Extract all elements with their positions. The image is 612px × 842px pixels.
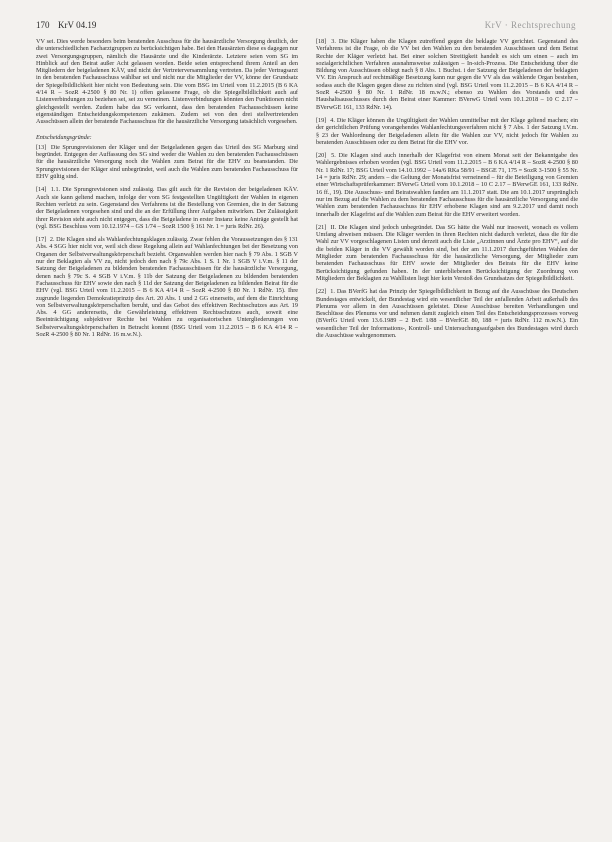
paragraph-text: 1.1. Die Sprungrevisionen sind zulässig. Das gilt auch für die Revision der beigeladenen KÄV. Auch sie kann geltend machen, infolge der vom SG festgestellten Ungültigkeit der Wahlen in eigenen Rechten verletzt zu sein. Gegenstand des Verfahrens ist die Bestellung von Gremien, die in der Satzung der Beigeladenen vorgesehen sind und die an der Erfüllung ihrer Aufgaben mitwirken. Der Zulässigkeit ihrer Revision steht auch nicht entgegen, dass die Beigeladene in erster Instanz keine Anträge gestellt hat (vgl. BSG Beschluss vom 10.12.1974 – GS 1/74 – SozR 1500 § 161 Nr. 1 = juris RdNr. 26). <box>36 186 298 230</box>
paragraph-text: 5. Die Klagen sind auch innerhalb der Klagefrist von einem Monat seit der Bekanntgabe des Wahlergebnisses erhoben worden (vgl. BSG Urteil vom 11.2.2015 – B 6 KA 4/14 R – SozR 4-2500 § 80 Nr. 1 RdNr. 17; BSG Urteil vom 14.10.1992 – 14a/6 RKa 58/91 – BSGE 71, 175 = SozR 3-1500 § 55 Nr. 14 = juris RdNr. 29; anders – die Geltung der Monatsfrist verneinend – für die Beteiligung von Gremien einer Wirtschaftsprüferkammer: BVerwG Urteil vom 10.1.2018 – 10 C 2.17 – BVerwGE 161, 133 RdNr. 16 ff., 19). Die Ausschuss- und Beiratswahlen fanden am 11.1.2017 statt. Die am 10.1.2017 ursprünglich nur im Bezug auf die Wahlen zu dem beratenden Fachausschuss für die hausärztliche Versorgung und die Wahlen zum beratenden Fachausschuss für EHV erhobene Klagen sind am 9.2.2017 und damit noch innerhalb der Klagefrist auf die Wahlen zum Beirat für die EHV erweitert worden. <box>316 152 578 218</box>
paragraph-number: [14] <box>36 186 47 194</box>
paragraph-number: [20] <box>316 152 327 160</box>
section-heading: Entscheidungsgründe: <box>36 133 92 141</box>
paragraph-text: Die Sprungrevisionen der Kläger und der Beigeladenen gegen das Urteil des SG Marburg sind begründet. Entgegen der Auffassung des SG sind weder die Wahlen zu den beratenden Fachausschüssen für die hausärztliche Versorgung noch die Wahlen zum Beirat für die EHV zu beanstanden. Die Sprungrevisionen der Kläger sind unbegründet, weil auch die Wahlen zum beratenden Fachausschuss für EHV gültig sind. <box>36 143 298 181</box>
page-number: 170 <box>36 20 50 30</box>
right-column <box>316 38 578 802</box>
left-column <box>36 38 298 802</box>
journal-reference: KrV 04.19 <box>58 20 97 30</box>
paragraph-number: [13] <box>36 143 47 151</box>
paragraph-text: II. Die Klagen sind jedoch unbegründet. Das SG hätte die Wahl nur insoweit, wonach es vollem Umfang abweisen müssen. Die Kläger werden in ihren Rechten nicht dadurch verletzt, dass die für die Wahl zur VV vorgeschlagenen Listen und derzeit auch die Liste „Arztinnen und Ärzte pro EHV“, auf die die beiden Kläger in die VV gewählt worden sind, bei der am 11.1.2017 durchgeführten Wahlen der Mitglieder zum beratenden Fachausschuss für die hausärztliche Versorgung, der Mitglieder zum beratenden Fachausschuss für EHV sowie der Mitglieder des Beirats für die EHV keine Berücksichtigung gefunden haben. In der unterbliebenen Berücksichtigung der Zuordnung von Mitgliedern der Beklagten zu Wahllisten liegt hier kein Verstoß des Grundsatzes der Spiegelbildlichkeit. <box>316 223 578 282</box>
paragraph-text: 1. Das BVerfG hat das Prinzip der Spiegelbildlichkeit in Bezug auf die Ausschüsse des Deutschen Bundestages entwickelt, der Bundestag wird ein wesentlicher Teil der anfallenden Arbeit außerhalb des Plenums vor allem in den Ausschüssen geleistet. Diese Ausschüsse bereiten Verhandlungen und Beschlüsse des Plenums vor und nehmen damit zugleich einen Teil des Entscheidungsprozesses vorweg (BVerfG Urteil vom 13.6.1989 – 2 BvE 1/88 – BVerfGE 80, 188 = juris RdNr. 112 m.w.N.). Ein wesentlicher Teil der Informations-, Kontroll- und Untersuchungsaufgaben des Bundestages wird durch die Ausschüsse wahrgenommen. <box>316 288 578 339</box>
paragraph-20 <box>316 152 578 218</box>
paragraph-text: 4. Die Kläger können die Ungültigkeit der Wahlen unmittelbar mit der Klage geltend machen; ein der gerichtlichen Prüfung vorangehendes Wahlanfechtungsverfahren nicht § 7 Abs. 1 der Satzung i.V.m. § 23 der Wahlordnung der Beigeladenen allein für die Wahlen zur VV, nicht jedoch für Wahlen zu beratenden Ausschüssen oder zu dem Beirat für die EHV vor. <box>316 116 578 146</box>
paragraph-19 <box>316 117 578 146</box>
running-header: KrV · Rechtsprechung <box>484 20 576 30</box>
paragraph-number: [18] <box>316 38 327 45</box>
paragraph-number: [22] <box>316 288 327 296</box>
paragraph-text: 2. Die Klagen sind als Wahlanfechtungsklagen zulässig. Zwar fehlen die Voraussetzungen des § 131 Abs. 4 SGG hier nicht vor, weil sich diese Regelung allein auf Wahlanfechtungen bei der Besetzung von Organen der Selbstverwaltungskörperschaft bezieht. Organwahlen werden hier nach § 79 Abs. 1 SGB V nur der Beklagten als VV zu, nicht jedoch den nach § 79c Abs. 1 S. 1 Nr. 1 SGB V i.V.m. § 11 der Satzung der Beigeladenen zu bildenden beratenden Fachausschüssen für die hausärztliche Versorgung, denen nach § 79c S. 4 SGB V i.V.m. § 11b der Satzung der Beigeladenen zu bildenden beratenden Fachausschuss für EHV sowie den nach § 11d der Satzung der Beigeladenen zu bildenden Beirat für die EHV (vgl. BSG Urteil vom 11.2.2015 – B 6 KA 4/14 R – SozR 4-2500 § 80 Nr. 1 RdNr. 15). Ihre zugrunde liegenden Demokratieprinzip des Art. 20 Abs. 1 und 2 GG einerseits, auf dem die Einrichtung von Selbstverwaltungskörperschaften beruht, und das Gebot des effektiven Rechtsschutzes aus Art. 19 Abs. 4 GG andererseits, die Gewährleistung effektiven Rechtsschutzes auch, soweit eine Beeinträchtigung subjektiver Rechte bei Wahlen zu organisatorischen Untergliederungen von Selbstverwaltungskörperschaften in Betracht kommt (BSG Urteil vom 11.2.2015 – B 6 KA 4/14 R – SozR 4-2500 § 80 Nr. 1 RdNr. 16 m.w.N.). <box>36 236 298 338</box>
paragraph-22 <box>316 288 578 339</box>
paragraph-number: [21] <box>316 223 327 231</box>
paragraph-18 <box>316 38 578 111</box>
paragraph-text: 3. Die Kläger haben die Klagen zutreffend gegen die beklagte VV gerichtet. Gegenstand des Verfahrens ist die Frage, ob die VV bei den Wahlen zu den beratenden Ausschüssen und dem Beirat Rechte der Kläger verletzt hat. Bei einer solchen Streitigkeit handelt es sich um einen – auch im sozialgerichtlichen Verfahren ausnahmsweise zulässigen – In-sich-Prozess. Die Entscheidung über die Bildung von Ausschüssen obliegt nach § 8 Abs. 1 Buchst. i der Satzung der Beigeladenen der beklagten VV. Ein Anspruch auf rechtmäßige Besetzung kann nur gegen die VV als das wählende Organ bestehen, sodass auch die Klagen gegen diese zu richten sind (vgl. BSG Urteil vom 11.2.2015 – B 6 KA 4/14 R – SozR 4-2500 § 80 Nr. 1 RdNr. 18 m.w.N.; ebenso zu Wahlen des Vorstands und des Haushaltsausschusses durch den Beirat einer Kammer: BVerwG Urteil vom 10.1.2018 – 10 C 2.17 – BVerwGE 161, 133 RdNr. 14). <box>316 38 578 111</box>
paragraph-number: [19] <box>316 116 327 124</box>
paragraph-13 <box>36 144 298 180</box>
paragraph-17 <box>36 236 298 338</box>
paragraph-14 <box>36 186 298 230</box>
paragraph-number: [17] <box>36 236 47 244</box>
paragraph-21 <box>316 224 578 282</box>
intro-paragraph: VV sei. Dies werde besonders beim beratenden Ausschuss für die hausärztliche Versorgung deutlich, der die unterschiedlichen Facharztgruppen zu berücksichtigen habe. Bei den Hausärzten diese es dagegen nur zwei Versorgungsgruppen, nämlich die Hausärzte und die Kinderärzte. Letztere seien vom SG im Hinblick auf den Beirat außer Acht gelassen worden. Beide seien entsprechend ihrem Anteil an den Mitgliedern der beigeladenen KÄV, und nicht der Vertreterversammlung vertreten. Da jeder Vertragsarzt in den beratenden Fachausschuss wählbar sei und nicht nur die Mitglieder der VV, könne der Grundsatz der Spiegelbildlichkeit hier nicht von Bedeutung sein. Die vom BSG im Urteil vom 11.2.2015 (B 6 KA 4/14 R – SozR 4-2500 § 80 Nr. 1) offen gelassene Frage, ob die Spiegelbildlichkeit auch auf Listenverbindungen zu beziehen sei, sei zu verneinen. Listenverbindungen könnten den Funktionen nicht gleichgestellt werden. Zudem habe das SG verkannt, dass den beratenden Fachausschüssen keine eigenständigen Entscheidungskompetenzen zukämen. Zudem sei von den drei stellvertretenden Ausschüssen allein der beratende Fachausschuss für die hausärztliche Versorgung tatsächlich vorgesehen. <box>36 38 298 126</box>
page-header <box>36 20 576 34</box>
